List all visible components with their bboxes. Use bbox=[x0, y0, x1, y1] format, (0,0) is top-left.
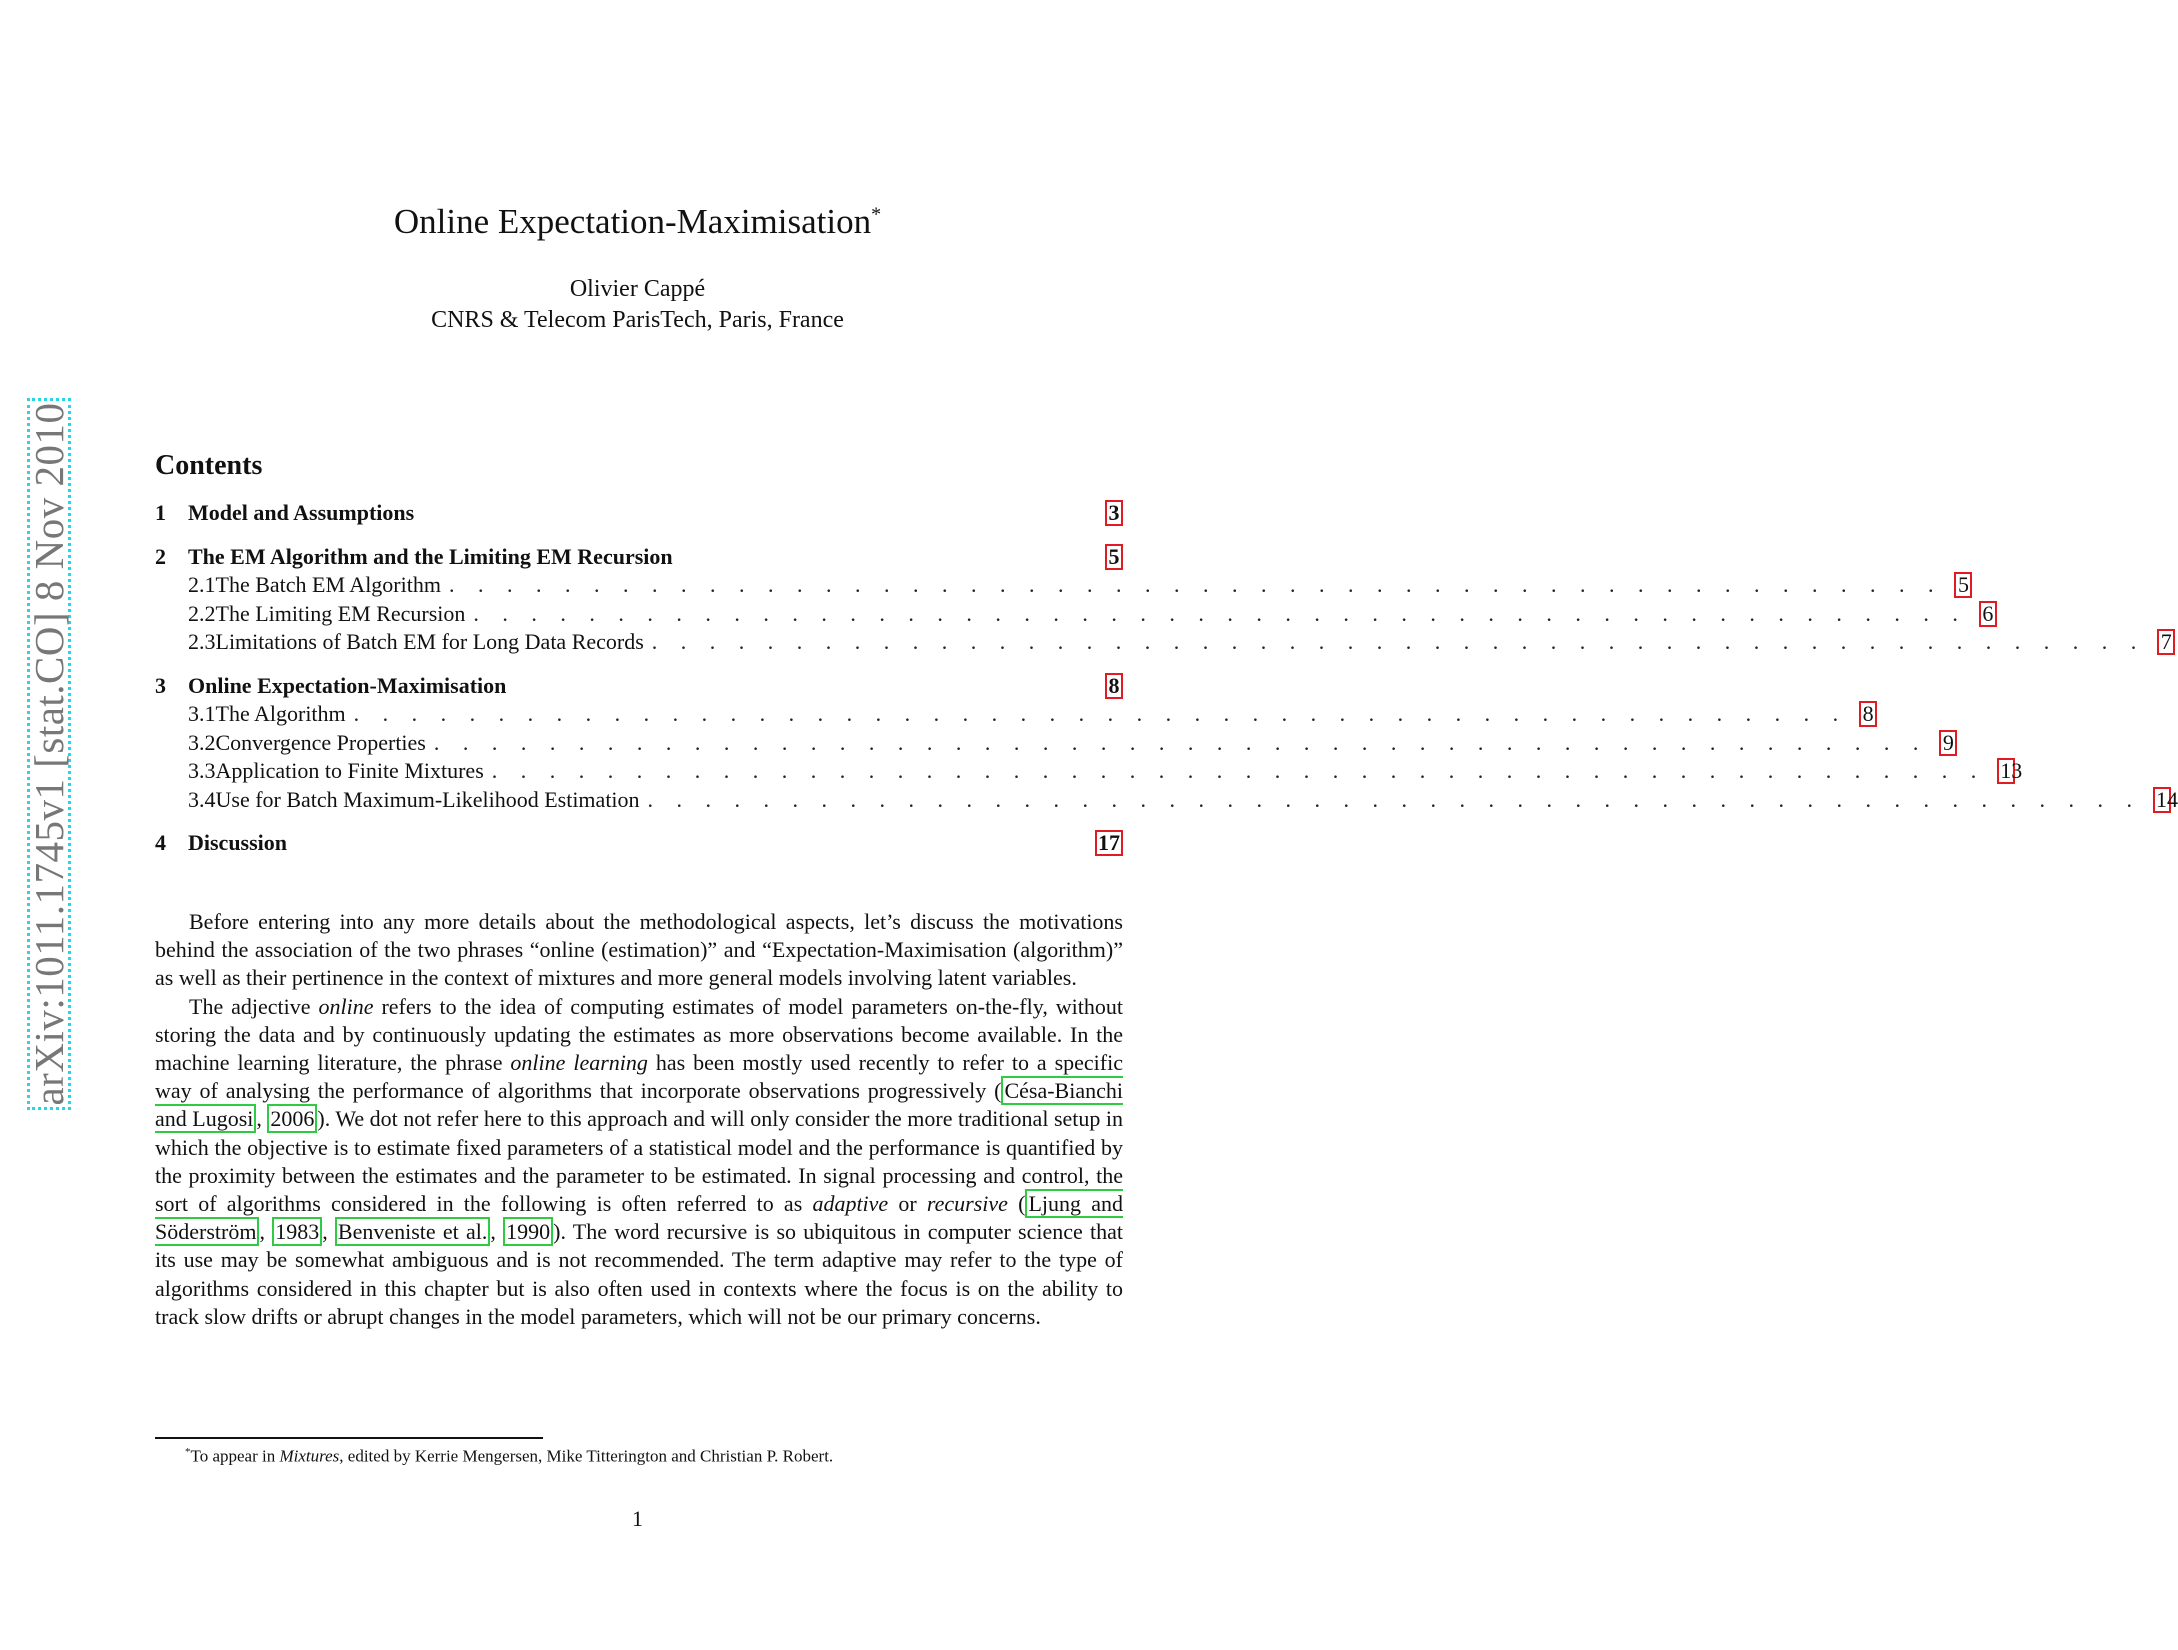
toc-page-link[interactable]: 8 bbox=[1859, 701, 1877, 727]
paragraph-2: The adjective online refers to the idea of computing estimates of model parameters on-the-fly, without storing the data and by continuously updating the estimates as more observations become available. In the machine learning literature, the phrase online learning has been mostly used recently to refer to a specific way of analysing the performance of algorithms that incorporate observations progressively ( Césa-Bianchi and Lugosi , 2006 ). We dot not refer here to this approach and will only consider the more traditional setup in which the objective is to estimate fixed parameters of a statistical model and the performance is quantified by the proximity between the estimates and the parameter to be estimated. In signal processing and control, the sort of algorithms considered in the following is often referred to as adaptive or recursive ( Ljung and Söderström , 1983 , Benveniste et al. , 1990 ). The word recursive is so ubiquitous in computer science that its use may be somewhat ambiguous and is not recommended. The term adaptive may refer to the type of algorithms considered in this chapter but is also often used in contexts where the focus is on the ability to track slow drifts or abrupt changes in the model parameters, which will not be our primary concerns. bbox=[155, 993, 1123, 1329]
author-name: Olivier Cappé bbox=[569, 276, 706, 302]
toc-title[interactable]: Application to Finite Mixtures bbox=[215, 758, 484, 783]
citation-cesa-bianchi-year[interactable]: 2006 bbox=[267, 1104, 317, 1133]
toc-section bbox=[155, 672, 2178, 816]
toc-page-link[interactable]: 9 bbox=[1939, 730, 1957, 756]
toc-title[interactable]: Model and Assumptions bbox=[188, 500, 415, 525]
toc-section bbox=[155, 500, 1123, 529]
toc-page-link[interactable]: 6 bbox=[1979, 601, 1997, 627]
toc-number: 2.2 bbox=[188, 600, 216, 626]
toc-number: 3.2 bbox=[188, 729, 216, 755]
toc-section bbox=[155, 830, 1123, 859]
toc-number: 1 bbox=[155, 500, 166, 525]
toc-number: 2.3 bbox=[188, 629, 216, 654]
toc-page-link[interactable]: 8 bbox=[1105, 673, 1123, 699]
toc-title[interactable]: Discussion bbox=[188, 830, 288, 855]
toc-title[interactable]: The Batch EM Algorithm bbox=[215, 572, 441, 597]
page-number: 1 bbox=[632, 1506, 643, 1531]
toc-number: 2 bbox=[155, 543, 166, 569]
toc-leader-dots: . . . . . . . . . . . . . . . . . . . . . . . . . . . . . . . . . . . . . . . . . . . . . . . . . . . . bbox=[473, 600, 1967, 626]
citation-cesa-bianchi[interactable]: Césa-Bianchi and Lugosi bbox=[155, 1078, 1123, 1132]
toc-page-link[interactable]: 17 bbox=[1095, 830, 1123, 856]
paper-title: Online Expectation-Maximisation* bbox=[393, 202, 882, 241]
toc-subsection-row[interactable] bbox=[155, 629, 2172, 658]
title-footnote-mark[interactable]: * bbox=[871, 203, 882, 226]
citation-benveniste[interactable]: Benveniste et al. bbox=[335, 1217, 490, 1246]
toc-title[interactable]: Convergence Properties bbox=[215, 729, 426, 755]
toc-subsection-row[interactable] bbox=[155, 786, 2178, 816]
toc-title[interactable]: The Limiting EM Recursion bbox=[215, 600, 466, 626]
toc-leader-dots: . . . . . . . . . . . . . . . . . . . . . . . . . . . . . . . . . . . . . . . . . . . . . . . . . . . . bbox=[448, 572, 1943, 597]
toc-title[interactable]: The EM Algorithm and the Limiting EM Recursion bbox=[188, 543, 673, 569]
toc-title[interactable]: Use for Batch Maximum-Likelihood Estimation bbox=[215, 786, 640, 812]
toc-title[interactable]: Online Expectation-Maximisation bbox=[188, 672, 507, 698]
toc-number: 3.1 bbox=[188, 701, 216, 726]
arxiv-stamp[interactable] bbox=[27, 398, 71, 1110]
toc-section-row[interactable] bbox=[155, 544, 1123, 573]
footnote-rule bbox=[155, 1437, 543, 1439]
toc-section bbox=[155, 543, 2172, 658]
toc-subsection-row[interactable] bbox=[155, 701, 1874, 730]
toc-subsection-row[interactable] bbox=[155, 729, 1954, 759]
toc-number: 2.1 bbox=[188, 572, 216, 597]
toc-section-row[interactable] bbox=[155, 830, 1123, 859]
toc-section-row[interactable] bbox=[155, 500, 1123, 529]
toc-section-row[interactable] bbox=[155, 673, 1123, 702]
author-affiliation: CNRS & Telecom ParisTech, Paris, France bbox=[431, 307, 844, 333]
author-block bbox=[0, 274, 1275, 336]
toc-title[interactable]: Limitations of Batch EM for Long Data Records bbox=[215, 629, 644, 654]
toc-number: 3.4 bbox=[188, 786, 216, 812]
table-of-contents bbox=[155, 500, 2178, 874]
toc-title[interactable]: The Algorithm bbox=[215, 701, 346, 726]
toc-leader-dots: . . . . . . . . . . . . . . . . . . . . . . . . . . . . . . . . . . . . . . . . . . . . . . . . . . . . bbox=[433, 729, 1928, 755]
body-text bbox=[155, 908, 1123, 1331]
citation-benveniste-year[interactable]: 1990 bbox=[503, 1217, 553, 1246]
citation-ljung[interactable]: Ljung and Söderström bbox=[155, 1191, 1123, 1245]
citation-ljung-year[interactable]: 1983 bbox=[272, 1217, 322, 1246]
toc-page-link[interactable]: 3 bbox=[1105, 500, 1123, 526]
contents-heading: Contents bbox=[155, 450, 263, 481]
toc-page-link[interactable]: 5 bbox=[1954, 572, 1972, 598]
toc-page-link[interactable]: 5 bbox=[1105, 544, 1123, 570]
toc-subsection-row[interactable] bbox=[155, 758, 2023, 787]
toc-page-link[interactable]: 7 bbox=[2157, 629, 2175, 655]
footnote: *To appear in Mixtures, edited by Kerrie Mengersen, Mike Titterington and Christian P. Robert. bbox=[185, 1446, 834, 1466]
toc-number: 3 bbox=[155, 672, 166, 698]
toc-leader-dots: . . . . . . . . . . . . . . . . . . . . . . . . . . . . . . . . . . . . . . . . . . . . . . . . . . . . bbox=[651, 629, 2146, 654]
toc-number: 3.3 bbox=[188, 758, 216, 783]
toc-subsection-row[interactable] bbox=[155, 572, 1969, 601]
arxiv-stamp-text: arXiv:1011.1745v1 [stat.CO] 8 Nov 2010 bbox=[26, 402, 72, 1106]
toc-leader-dots: . . . . . . . . . . . . . . . . . . . . . . . . . . . . . . . . . . . . . . . . . . . . . . . . . . . . bbox=[353, 701, 1848, 726]
toc-leader-dots: . . . . . . . . . . . . . . . . . . . . . . . . . . . . . . . . . . . . . . . . . . . . . . . . . . . . bbox=[647, 786, 2142, 812]
toc-leader-dots: . . . . . . . . . . . . . . . . . . . . . . . . . . . . . . . . . . . . . . . . . . . . . . . . . . . . bbox=[491, 758, 1986, 783]
toc-page-link[interactable]: 14 bbox=[2153, 787, 2171, 813]
toc-number: 4 bbox=[155, 830, 166, 855]
paragraph-1: Before entering into any more details about the methodological aspects, let’s discuss the motivations behind the association of the two phrases “online (estimation)” and “Expectation-Maximisation (algorithm)” as well as their pertinence in the context of mixtures and more general models involving latent variables. bbox=[155, 909, 1123, 991]
toc-subsection-row[interactable] bbox=[155, 600, 1994, 630]
toc-page-link[interactable]: 13 bbox=[1997, 758, 2015, 784]
